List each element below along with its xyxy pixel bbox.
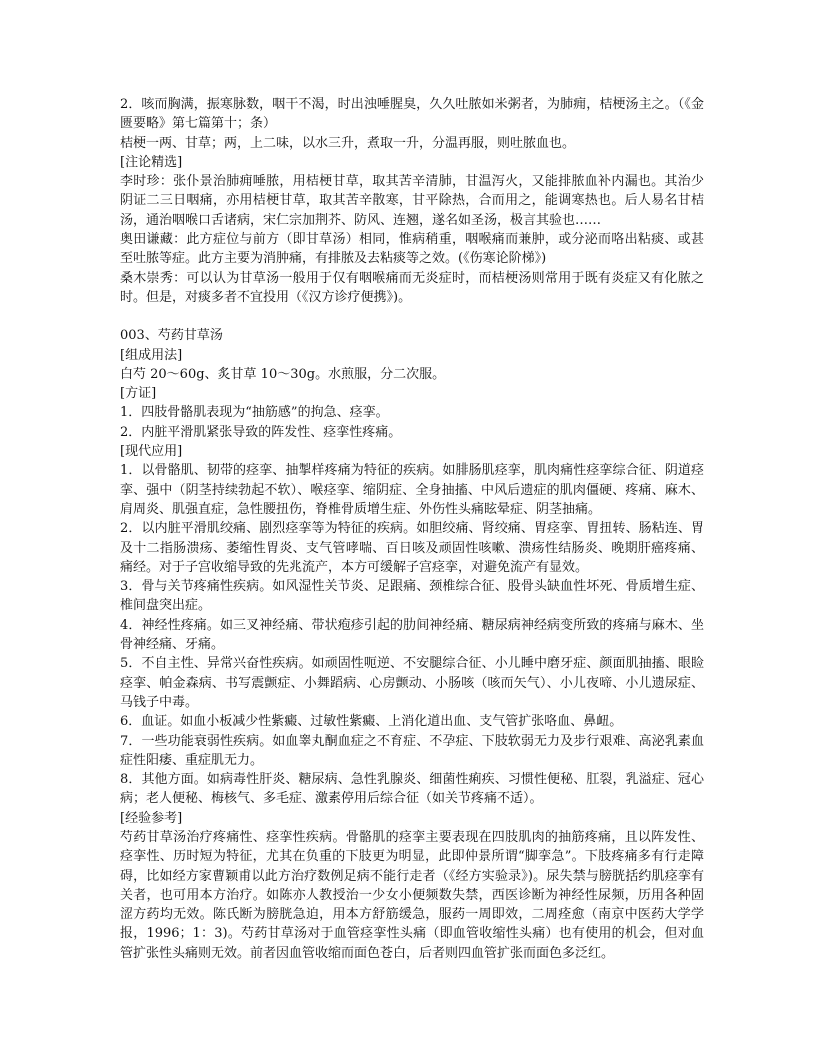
paragraph-li-shizhen: 李时珍：张仆景治肺痈唾脓，用桔梗甘草，取其苦辛清肺，甘温泻火，又能排脓血补内漏也。其治少阴证二三日咽痛，亦用桔梗甘草，取其苦辛散寒，甘平除热，合而用之，能调寒热也。后人易名甘桔汤，通治咽喉口舌诸病，宋仁宗加荆芥、防风、连翘，遂名如圣汤，极言其验也…… bbox=[120, 174, 704, 228]
heading-experience: [经验参考] bbox=[120, 810, 183, 826]
list-item: 3．骨与关节疼痛性疾病。如风湿性关节炎、足跟痛、颈椎综合征、股骨头缺血性坏死、骨质增生症、椎间盘突出症。 bbox=[120, 579, 704, 614]
spacer bbox=[120, 307, 704, 326]
heading-modern-use: [现代应用] bbox=[120, 444, 183, 460]
list-item: 2．以内脏平滑肌绞痛、剧烈痉挛等为特征的疾病。如胆绞痛、肾绞痛、胃痉挛、胃扭转、肠粘连、胃及十二指肠溃疡、萎缩性胃炎、支气管哮喘、百日咳及顽固性咳嗽、溃疡性结肠炎、晚期肝癌疼痛、痛经。对于子宫收缩导致的先兆流产，本方可缓解子宫痉挛，对避免流产有显效。 bbox=[120, 521, 704, 575]
list-item: 7．一些功能衰弱性疾病。如血睾丸酮血症之不育症、不孕症、下肢软弱无力及步行艰难、高泌乳素血症性阳痿、重症肌无力。 bbox=[120, 733, 704, 768]
heading-indications: [方证] bbox=[120, 386, 157, 402]
section-jiegeng-tang bbox=[120, 95, 704, 307]
paragraph-kuwaki: 桑木崇秀：可以认为甘草汤一般用于仅有咽喉痛而无炎症时，而桔梗汤则常用于既有炎症又有化脓之时。但是，对痰多者不宜投用（《汉方诊疗便携》)。 bbox=[120, 270, 704, 305]
heading-composition: [组成用法] bbox=[120, 347, 183, 363]
heading-commentary: [注论精选] bbox=[120, 154, 183, 170]
list-item: 1．以骨骼肌、韧带的痉挛、抽掣样疼痛为特征的疾病。如腓肠肌痉挛，肌肉痛性痉挛综合征、阴道痉挛、强中（阴茎持续勃起不软）、喉痉挛、缩阴症、全身抽搐、中风后遗症的肌肉僵硬、疼痛、麻木、肩周炎、肌强直症，急性腰扭伤，脊椎骨质增生症、外伤性头痛眩晕症、阴茎抽痛。 bbox=[120, 463, 704, 517]
list-item: 6．血证。如血小板减少性紫癜、过敏性紫癜、上消化道出血、支气管扩张咯血、鼻衄。 bbox=[120, 714, 623, 730]
section-title: 003、芍药甘草汤 bbox=[120, 328, 223, 344]
section-shaoyao-gancao-tang bbox=[120, 326, 704, 963]
list-item: 5．不自主性、异常兴奋性疾病。如顽固性呃逆、不安腿综合征、小儿睡中磨牙症、颜面肌抽搐、眼睑痉挛、帕金森病、书写震颤症、小舞蹈病、心房颤动、小肠咳（咳而矢气）、小儿夜啼、小儿遗尿症、马钱子中毒。 bbox=[120, 656, 704, 710]
paragraph-experience: 芍药甘草汤治疗疼痛性、痉挛性疾病。骨骼肌的痉挛主要表现在四肢肌肉的抽筋疼痛，且以阵发性、痉挛性、历时短为特征，尤其在负重的下肢更为明显，此即仲景所谓“脚挛急”。下肢疼痛多有行走障碍，比如经方家曹颖甫以此方治疗数例足病不能行走者（《经方实验录》)。尿失禁与膀胱括约肌痉挛有关者，也可用本方治疗。如陈亦人教授治一少女小便频数失禁，西医诊断为神经性尿频，历用各种固涩方药均无效。陈氏断为膀胱急迫，用本方舒筋缓急，服药一周即效，二周痊愈（南京中医药大学学报，1996；1：3)。芍药甘草汤对于血管痉挛性头痛（即血管收缩性头痛）也有使用的机会，但对血管扩张性头痛则无效。前者因血管收缩而面色苍白，后者则四血管扩张而面色多泛红。 bbox=[120, 829, 704, 961]
document-page bbox=[120, 95, 704, 963]
paragraph-formula: 桔梗一两、甘草；两，上二味，以水三升，煮取一升，分温再服，则吐脓血也。 bbox=[120, 135, 576, 151]
paragraph-clause-2: 2．咳而胸满，振寒脉数，咽干不渴，时出浊唾腥臭，久久吐脓如米粥者，为肺痈，桔梗汤主之。（《金匮要略》第七篇第十；条） bbox=[120, 97, 704, 132]
paragraph-composition: 白芍 20～60g、炙甘草 10～30g。水煎服，分二次服。 bbox=[120, 366, 446, 382]
list-item: 4．神经性疼痛。如三叉神经痛、带状疱疹引起的肋间神经痛、糖尿病神经病变所致的疼痛与麻木、坐骨神经痛、牙痛。 bbox=[120, 617, 704, 653]
paragraph-okuda: 奥田谦藏：此方症位与前方（即甘草汤）相同，惟病稍重，咽喉痛而兼肿，或分泌而咯出粘痰、或甚至吐脓等症。此方主要为消肿痛，有排脓及去粘痰等之效。(《伤寒论阶梯》) bbox=[120, 232, 704, 267]
list-item: 8．其他方面。如病毒性肝炎、糖尿病、急性乳腺炎、细菌性痢疾、习惯性便秘、肛裂，乳溢症、冠心病；老人便秘、梅核气、多毛症、激素停用后综合征（如关节疼痛不适）。 bbox=[120, 772, 704, 807]
list-item: 2．内脏平滑肌紧张导致的阵发性、痉挛性疼痛。 bbox=[120, 424, 402, 440]
list-item: 1．四肢骨骼肌表现为“抽筋感”的拘急、痉挛。 bbox=[120, 405, 389, 421]
